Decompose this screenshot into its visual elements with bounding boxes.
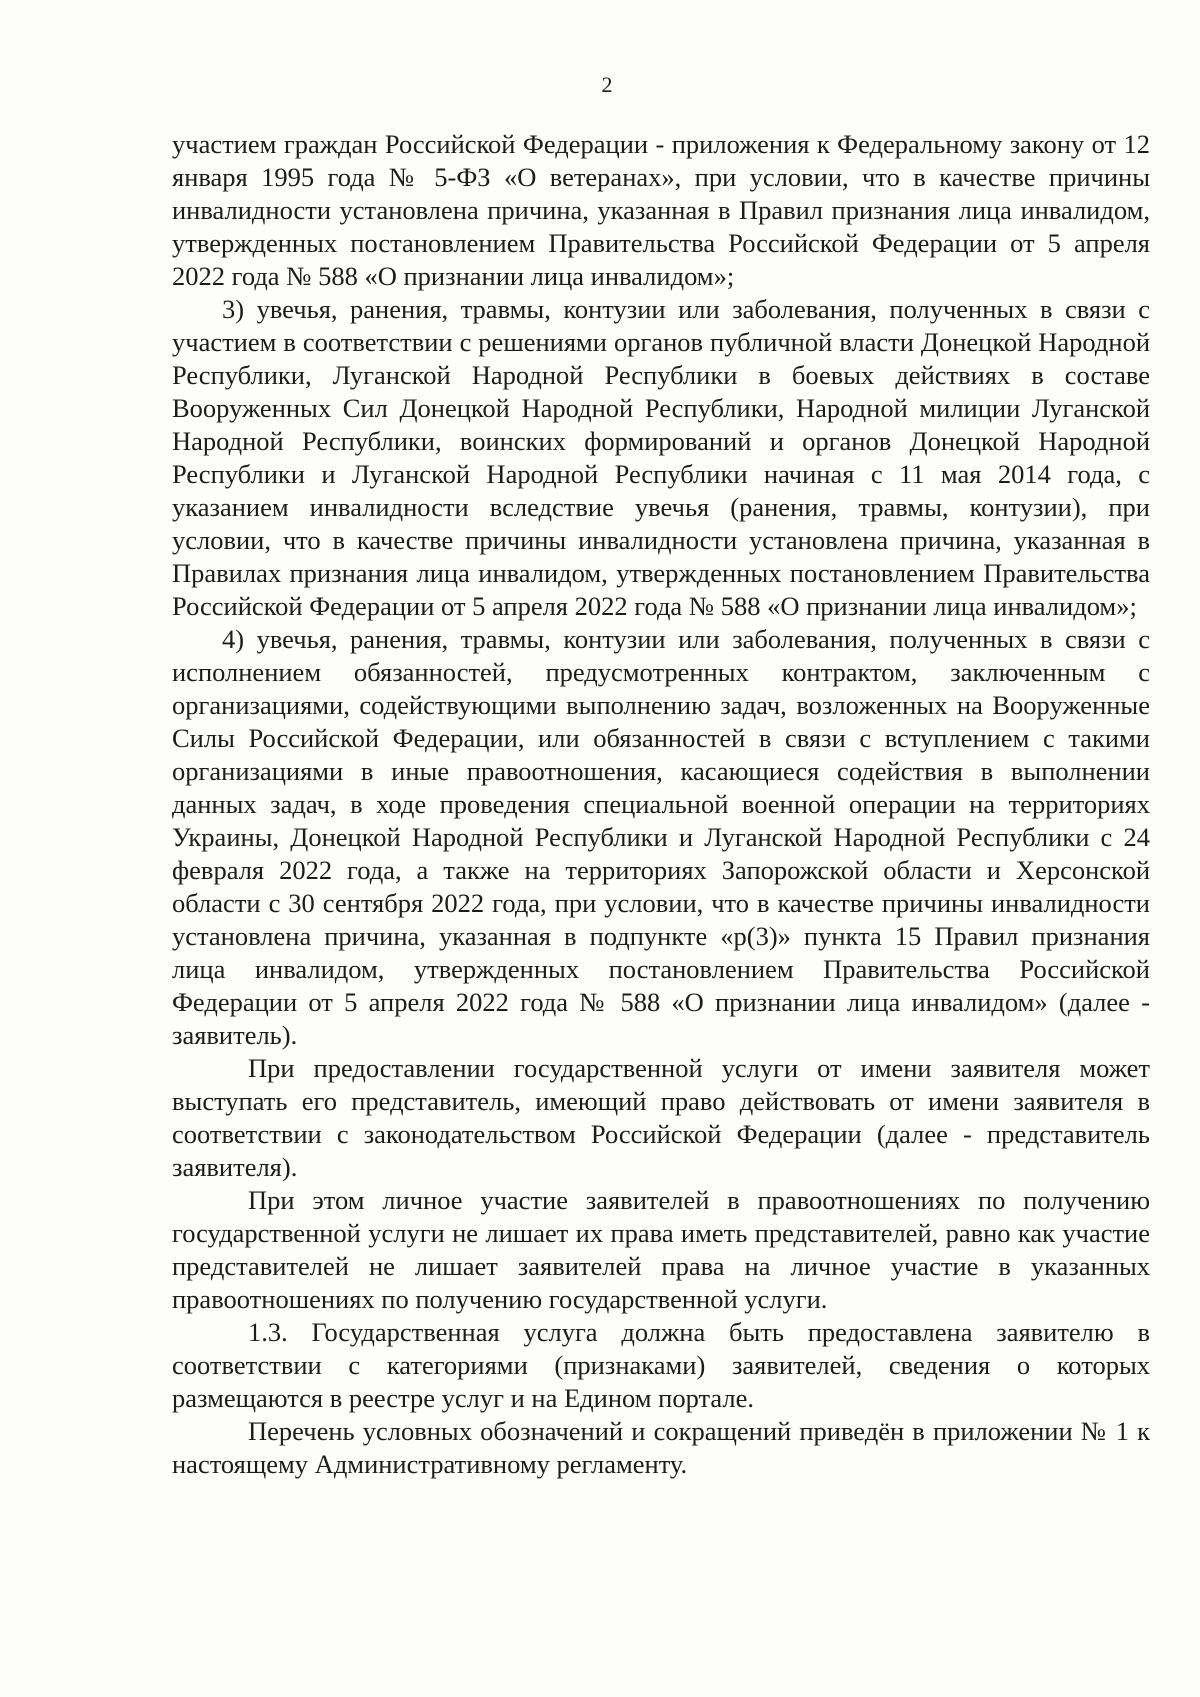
paragraph-abbreviations-list: Перечень условных обозначений и сокращений приведён в приложении № 1 к настоящему Административному регламенту. <box>172 1416 1150 1479</box>
page-number: 2 <box>601 72 613 97</box>
paragraph-representative: При предоставлении государственной услуги от имени заявителя может выступать его представитель, имеющий право действовать от имени заявителя в соответствии с законодательством Российской Федерации (далее - представитель заявителя). <box>172 1053 1150 1182</box>
document-body <box>172 128 1150 1481</box>
paragraph-personal-participation: При этом личное участие заявителей в правоотношениях по получению государственной услуги не лишает их права иметь представителей, равно как участие представителей не лишает заявителей права на личное участие в указанных правоотношениях по получению государственной услуги. <box>172 1185 1150 1314</box>
paragraph-section-1-3: 1.3. Государственная услуга должна быть предоставлена заявителю в соответствии с категориями (признаками) заявителей, сведения о которых размещаются в реестре услуг и на Едином портале. <box>172 1317 1150 1413</box>
paragraph-continuation: участием граждан Российской Федерации - приложения к Федеральному закону от 12 января 1995 года № 5-ФЗ «О ветеранах», при условии, что в качестве причины инвалидности установлена причина, указанная в Правил признания лица инвалидом, утвержденных постановлением Правительства Российской Федерации от 5 апреля 2022 года № 588 «О признании лица инвалидом»; <box>172 129 1150 291</box>
paragraph-item-3: 3) увечья, ранения, травмы, контузии или заболевания, полученных в связи с участием в соответствии с решениями органов публичной власти Донецкой Народной Республики, Луганской Народной Республики в боевых действиях в составе Вооруженных Сил Донецкой Народной Республики, Народной милиции Луганской Народной Республики, воинских формирований и органов Донецкой Народной Республики и Луганской Народной Республики начиная с 11 мая 2014 года, с указанием инвалидности вследствие увечья (ранения, травмы, контузии), при условии, что в качестве причины инвалидности установлена причина, указанная в Правилах признания лица инвалидом, утвержденных постановлением Правительства Российской Федерации от 5 апреля 2022 года № 588 «О признании лица инвалидом»; <box>172 294 1150 621</box>
paragraph-item-4: 4) увечья, ранения, травмы, контузии или заболевания, полученных в связи с исполнением обязанностей, предусмотренных контрактом, заключенным с организациями, содействующими выполнению задач, возложенных на Вооруженные Силы Российской Федерации, или обязанностей в связи с вступлением с такими организациями в иные правоотношения, касающиеся содействия в выполнении данных задач, в ходе проведения специальной военной операции на территориях Украины, Донецкой Народной Республики и Луганской Народной Республики с 24 февраля 2022 года, а также на территориях Запорожской области и Херсонской области с 30 сентября 2022 года, при условии, что в качестве причины инвалидности установлена причина, указанная в подпункте «р(3)» пункта 15 Правил признания лица инвалидом, утвержденных постановлением Правительства Российской Федерации от 5 апреля 2022 года № 588 «О признании лица инвалидом» (далее - заявитель). <box>172 624 1150 1050</box>
